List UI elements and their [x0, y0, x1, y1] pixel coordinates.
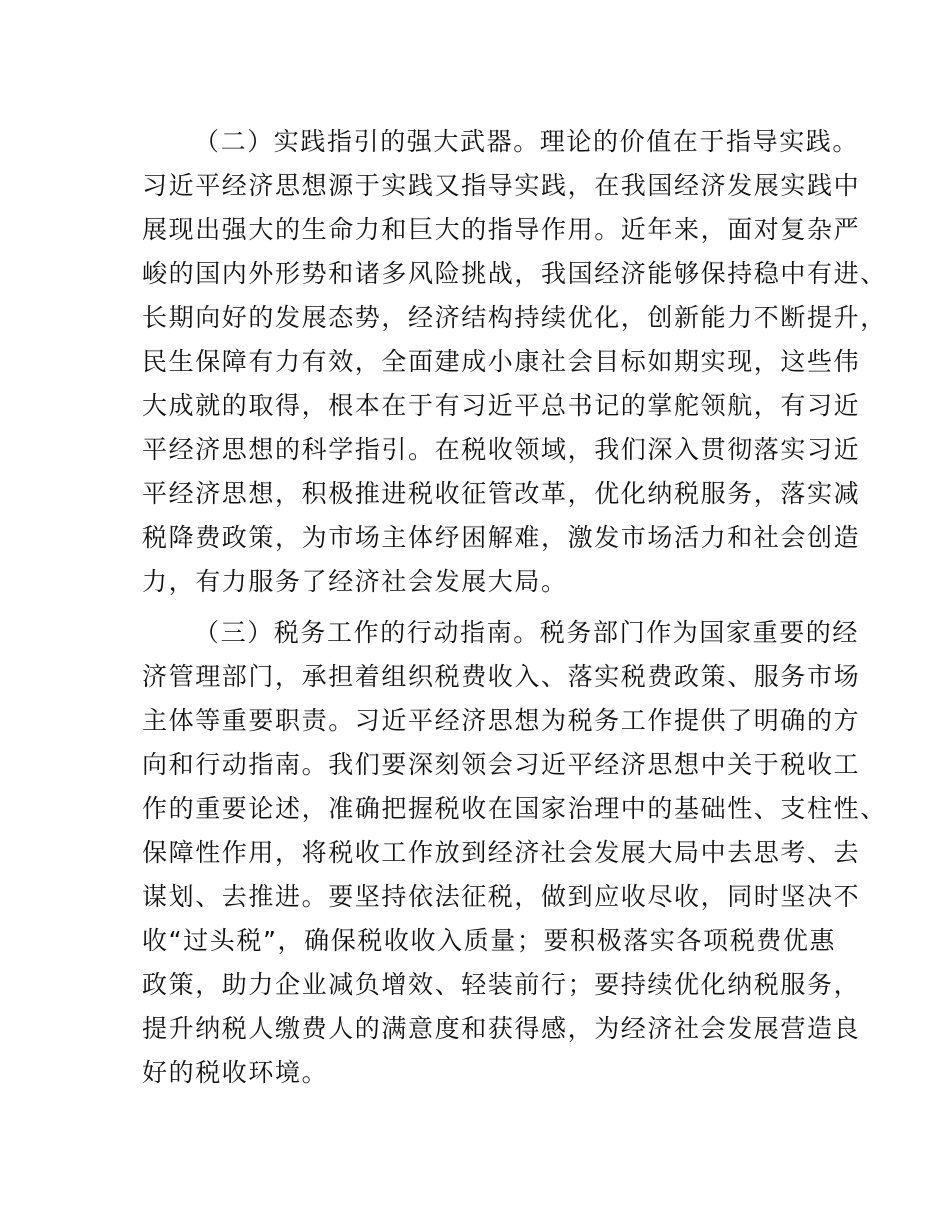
paragraph-line: 保障性作用，将税收工作放到经济社会发展大局中去思考、去 [142, 838, 861, 867]
paragraph-line: （三）税务工作的行动指南。税务部门作为国家重要的经 [194, 618, 860, 647]
paragraph-line: 平经济思想，积极推进税收征管改革，优化纳税服务，落实减 [142, 479, 861, 508]
paragraph-practice-guidance [142, 120, 887, 604]
paragraph-line: 民生保障有力有效，全面建成小康社会目标如期实现，这些伟 [142, 347, 861, 376]
paragraph-line: 习近平经济思想源于实践又指导实践，在我国经济发展实践中 [142, 171, 861, 200]
paragraph-line: 作的重要论述，准确把握税收在国家治理中的基础性、支柱性、 [142, 794, 887, 823]
paragraph-line: 力，有力服务了经济社会发展大局。 [142, 567, 568, 596]
paragraph-line: 主体等重要职责。习近平经济思想为税务工作提供了明确的方 [142, 706, 861, 735]
paragraph-line: 好的税收环境。 [142, 1058, 329, 1087]
paragraph-line: 政策，助力企业减负增效、轻装前行；要持续优化纳税服务， [142, 970, 861, 999]
document-body [142, 120, 887, 1095]
paragraph-line: 峻的国内外形势和诸多风险挑战，我国经济能够保持稳中有进、 [142, 259, 887, 288]
paragraph-line: 平经济思想的科学指引。在税收领域，我们深入贯彻落实习近 [142, 435, 861, 464]
paragraph-line: 向和行动指南。我们要深刻领会习近平经济思想中关于税收工 [142, 750, 861, 779]
paragraph-line: 展现出强大的生命力和巨大的指导作用。近年来，面对复杂严 [142, 215, 861, 244]
paragraph-line: 济管理部门，承担着组织税费收入、落实税费政策、服务市场 [142, 662, 861, 691]
paragraph-line: 收“过头税”，确保税收收入质量；要积极落实各项税费优惠 [142, 926, 837, 955]
paragraph-tax-work-guide [142, 611, 887, 1095]
paragraph-line: 税降费政策，为市场主体纾困解难，激发市场活力和社会创造 [142, 523, 861, 552]
paragraph-line: 谋划、去推进。要坚持依法征税，做到应收尽收，同时坚决不 [142, 882, 861, 911]
paragraph-line: （二）实践指引的强大武器。理论的价值在于指导实践。 [194, 127, 860, 156]
paragraph-line: 大成就的取得，根本在于有习近平总书记的掌舵领航，有习近 [142, 391, 861, 420]
paragraph-line: 长期向好的发展态势，经济结构持续优化，创新能力不断提升， [142, 303, 887, 332]
paragraph-line: 提升纳税人缴费人的满意度和获得感，为经济社会发展营造良 [142, 1014, 861, 1043]
